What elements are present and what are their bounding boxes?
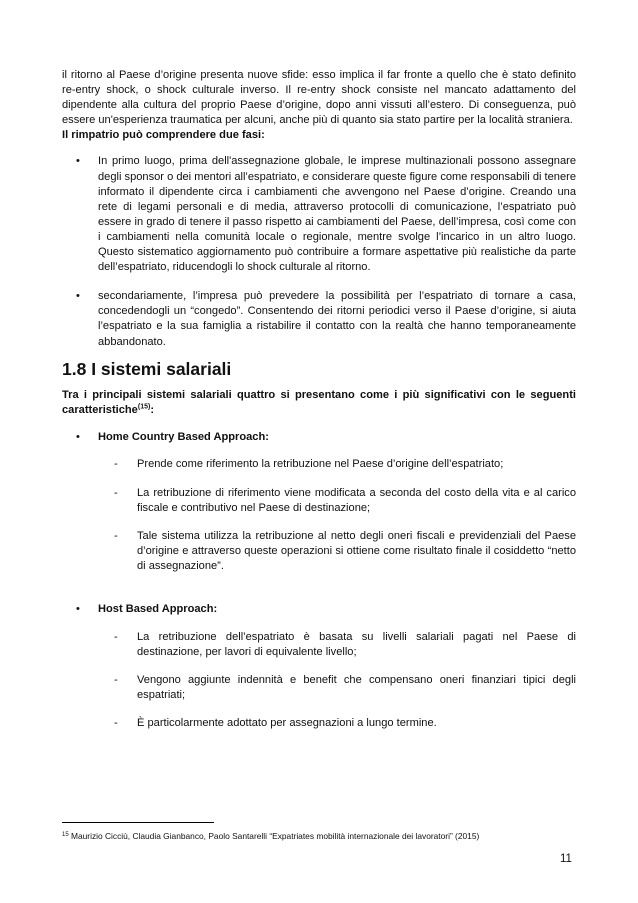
bullet-marker: • (76, 603, 80, 616)
phases-list (62, 154, 576, 349)
footnote-divider (62, 822, 214, 823)
approach-host-based (62, 602, 576, 617)
approach-item-text: Tale sistema utilizza la retribuzione al netto degli oneri fiscali e previdenziali del Paese d’origine e attraverso queste operazioni si ottiene come risultato finale il cosiddetto “netto di assegnazione”. (137, 530, 576, 573)
section-intro-text: Tra i principali sistemi salariali quattro si presentano come i più significativi con le seguenti caratteristiche (62, 388, 576, 416)
approach-item-text: Vengono aggiunte indennità e benefit che compensano oneri finanziari tipici degli espatriati; (137, 673, 576, 701)
intro-paragraph: il ritorno al Paese d’origine presenta nuove sfide: esso implica il far fronte a quello che è stato definito re-entry shock, o shock culturale inverso. Il re-entry shock consiste nel mancato adattamento del dipendente alla cultura del proprio Paese d’origine, dopo anni vissuti all’estero. Di conseguenza, può essere un'esperienza traumatica per alcuni, anche più di quanto sia stato partire per la località straniera. (62, 69, 576, 127)
approach-item-text: La retribuzione di riferimento viene modificata a seconda del costo della vita e al carico fiscale e contributivo nel Paese di destinazione; (137, 486, 576, 515)
phase-2-text: secondariamente, l’impresa può prevedere la possibilità per l’espatriato di tornare a casa, concedendogli un “congedo”. Consentendo dei ritorni periodici verso il Paese d’origine, si aiuta l’espatriato e la sua famiglia a ristabilire il contatto con la realtà che hanno temporaneamente abbandonato. (98, 290, 576, 348)
page-number: 11 (560, 853, 572, 865)
phases-title: Il rimpatrio può comprendere due fasi: (62, 129, 265, 142)
list-item (62, 154, 576, 275)
approach-home-country (62, 430, 576, 445)
section-intro-colon: : (150, 403, 155, 416)
section-intro (62, 388, 576, 418)
dash-marker: - (114, 673, 118, 686)
footnote-text: Maurizio Cicciù, Claudia Gianbanco, Paolo Santarelli “Expatriates mobilità internazionale dei lavoratori” (2015) (71, 831, 480, 841)
bullet-marker: • (76, 430, 80, 443)
approach-item-text: È particolarmente adottato per assegnazioni a lungo termine. (137, 716, 437, 729)
list-item (114, 457, 576, 472)
footnote-number: 15 (62, 832, 69, 838)
bullet-marker: • (76, 155, 80, 168)
list-item (114, 716, 576, 731)
dash-marker: - (114, 716, 118, 729)
list-item (114, 630, 576, 660)
footnote-reference: (15) (137, 403, 151, 410)
phase-1-text: In primo luogo, prima dell'assegnazione globale, le imprese multinazionali possono assegnare degli sponsor o dei mentori all’espatriato, e considerare queste figure come responsabili di tenere informato il dipendente circa i cambiamenti che avvengono nel Paese d’origine. Creando una rete di legami personali e di media, attraverso protocolli di comunicazione, l’espatriato può essere in grado di tenere il passo rispetto ai cambiamenti del Paese, dell’impresa, così come con i cambiamenti nella comunità locale o regionale, mentre svolge l’incarico in un altro luogo. Questo sistematico aggiornamento può contribuire a formare aspettative più realistiche da parte dell’espatriato, riducendogli lo shock culturale al ritorno. (98, 155, 576, 274)
list-item (114, 486, 576, 516)
dash-marker: - (114, 457, 118, 470)
list-item (114, 673, 576, 703)
dash-marker: - (114, 630, 118, 643)
document-page (62, 68, 576, 731)
list-item (114, 529, 576, 574)
dash-marker: - (114, 486, 118, 499)
bullet-marker: • (76, 290, 80, 303)
footnote (62, 831, 582, 842)
approach-item-text: La retribuzione dell’espatriato è basata su livelli salariali pagati nel Paese di destinazione, per lavori di equivalente livello; (137, 630, 576, 658)
approach-title: Host Based Approach: (98, 603, 218, 616)
list-item (62, 289, 576, 349)
dash-marker: - (114, 530, 118, 543)
section-heading: 1.8 I sistemi salariali (62, 358, 232, 379)
approach-item-text: Prende come riferimento la retribuzione nel Paese d’origine dell’espatriato; (137, 457, 504, 470)
approach-title: Home Country Based Approach: (98, 430, 269, 443)
